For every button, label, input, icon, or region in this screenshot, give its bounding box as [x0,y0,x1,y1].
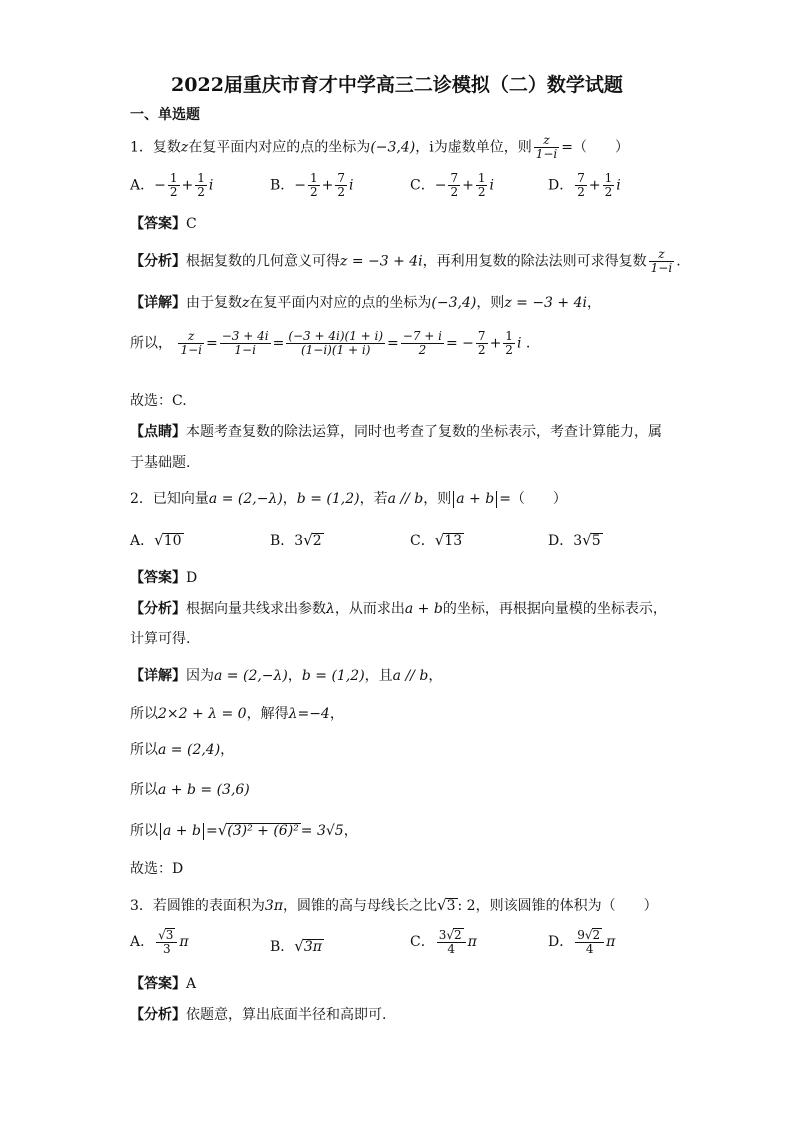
q2-option-b[interactable]: B．3√2 [270,531,322,549]
q3-analysis: 【分析】依题意，算出底面半径和高即可. [130,1007,387,1023]
q2-detail: 【详解】因为a = (2,−λ)，b = (1,2)，且a // b， [130,668,443,684]
q2-options [0,530,794,556]
q2-stem: 2．已知向量a = (2,−λ)，b = (1,2)，若a // b，则 a + b =（ ） [130,491,567,507]
q1-answer: 【答案】C [130,216,197,232]
q3-option-c[interactable]: C． $\frac{3√2}{4}$ π [410,928,477,957]
q1-options [0,172,794,208]
q2-step-4: 所以 a + b =√(3)² + (6)² = 3√5， [130,821,358,839]
q1-option-b[interactable]: B．− $\frac{1}{2}$ + $\frac{7}{2}$ i [270,171,354,200]
q1-comment-cont: 于基础题. [130,455,191,471]
section-heading: 一、单选题 [130,107,200,123]
q1-option-d[interactable]: D． $\frac{7}{2}$ + $\frac{1}{2}$ i [548,171,621,200]
q2-option-c[interactable]: C．√13 [410,531,463,549]
q2-step-1: 所以2×2 + λ = 0，解得λ=−4， [130,706,344,722]
q2-step-3: 所以a + b = (3,6) [130,782,250,798]
q1-choose: 故选：C. [130,393,187,409]
q3-answer: 【答案】A [130,976,197,992]
q2-choose: 故选：D [130,861,184,877]
q2-step-2: 所以a = (2,4)， [130,742,235,758]
q1-analysis: 【分析】根据复数的几何意义可得z = −3 + 4i，再利用复数的除法法则可求得复数 $\frac{z}{1-i}$ . [130,247,681,276]
q1-comment: 【点睛】本题考查复数的除法运算，同时也考查了复数的坐标表示，考查计算能力，属 [130,424,662,440]
q3-option-a[interactable]: A． $\frac{√3}{3}$ π [130,928,189,957]
page-title: 2022届重庆市育才中学高三二诊模拟（二）数学试题 [171,74,623,96]
q2-option-d[interactable]: D．3√5 [548,531,601,549]
q1-stem: 1．复数z在复平面内对应的点的坐标为(−3,4)，i为虚数单位，则 $\frac{z}{1-i}$ =（ ） [130,133,629,162]
q1-option-c[interactable]: C．− $\frac{7}{2}$ + $\frac{1}{2}$ i [410,171,494,200]
q3-options [0,928,794,964]
q2-option-a[interactable]: A．√10 [130,531,182,549]
q3-stem: 3．若圆锥的表面积为3π，圆锥的高与母线长之比√3 : 2，则该圆锥的体积为（ ） [130,896,658,914]
q1-option-a[interactable]: A．− $\frac{1}{2}$ + $\frac{1}{2}$ i [130,171,214,200]
q1-detail: 【详解】由于复数z在复平面内对应的点的坐标为(−3,4)，则z = −3 + 4i， [130,295,601,311]
q1-derivation: 所以， $\frac{z}{1-i}$ = $\frac{-3 + 4i}{1-i}$ = $\frac{(-3 + 4i)(1 + i)}{(1-i)(1 + i)}$ = $\frac{-7 + i}{2}$ = − $\frac{7}{2}$ + $\frac{1}{2}$ i . [130,329,531,358]
q3-option-b[interactable]: B．√3π [270,937,322,955]
q3-option-d[interactable]: D． $\frac{9√2}{4}$ π [548,928,616,957]
q2-answer: 【答案】D [130,570,198,586]
q2-analysis-cont: 计算可得. [130,631,191,647]
q2-analysis: 【分析】根据向量共线求出参数λ，从而求出a + b的坐标，再根据向量模的坐标表示， [130,601,667,617]
